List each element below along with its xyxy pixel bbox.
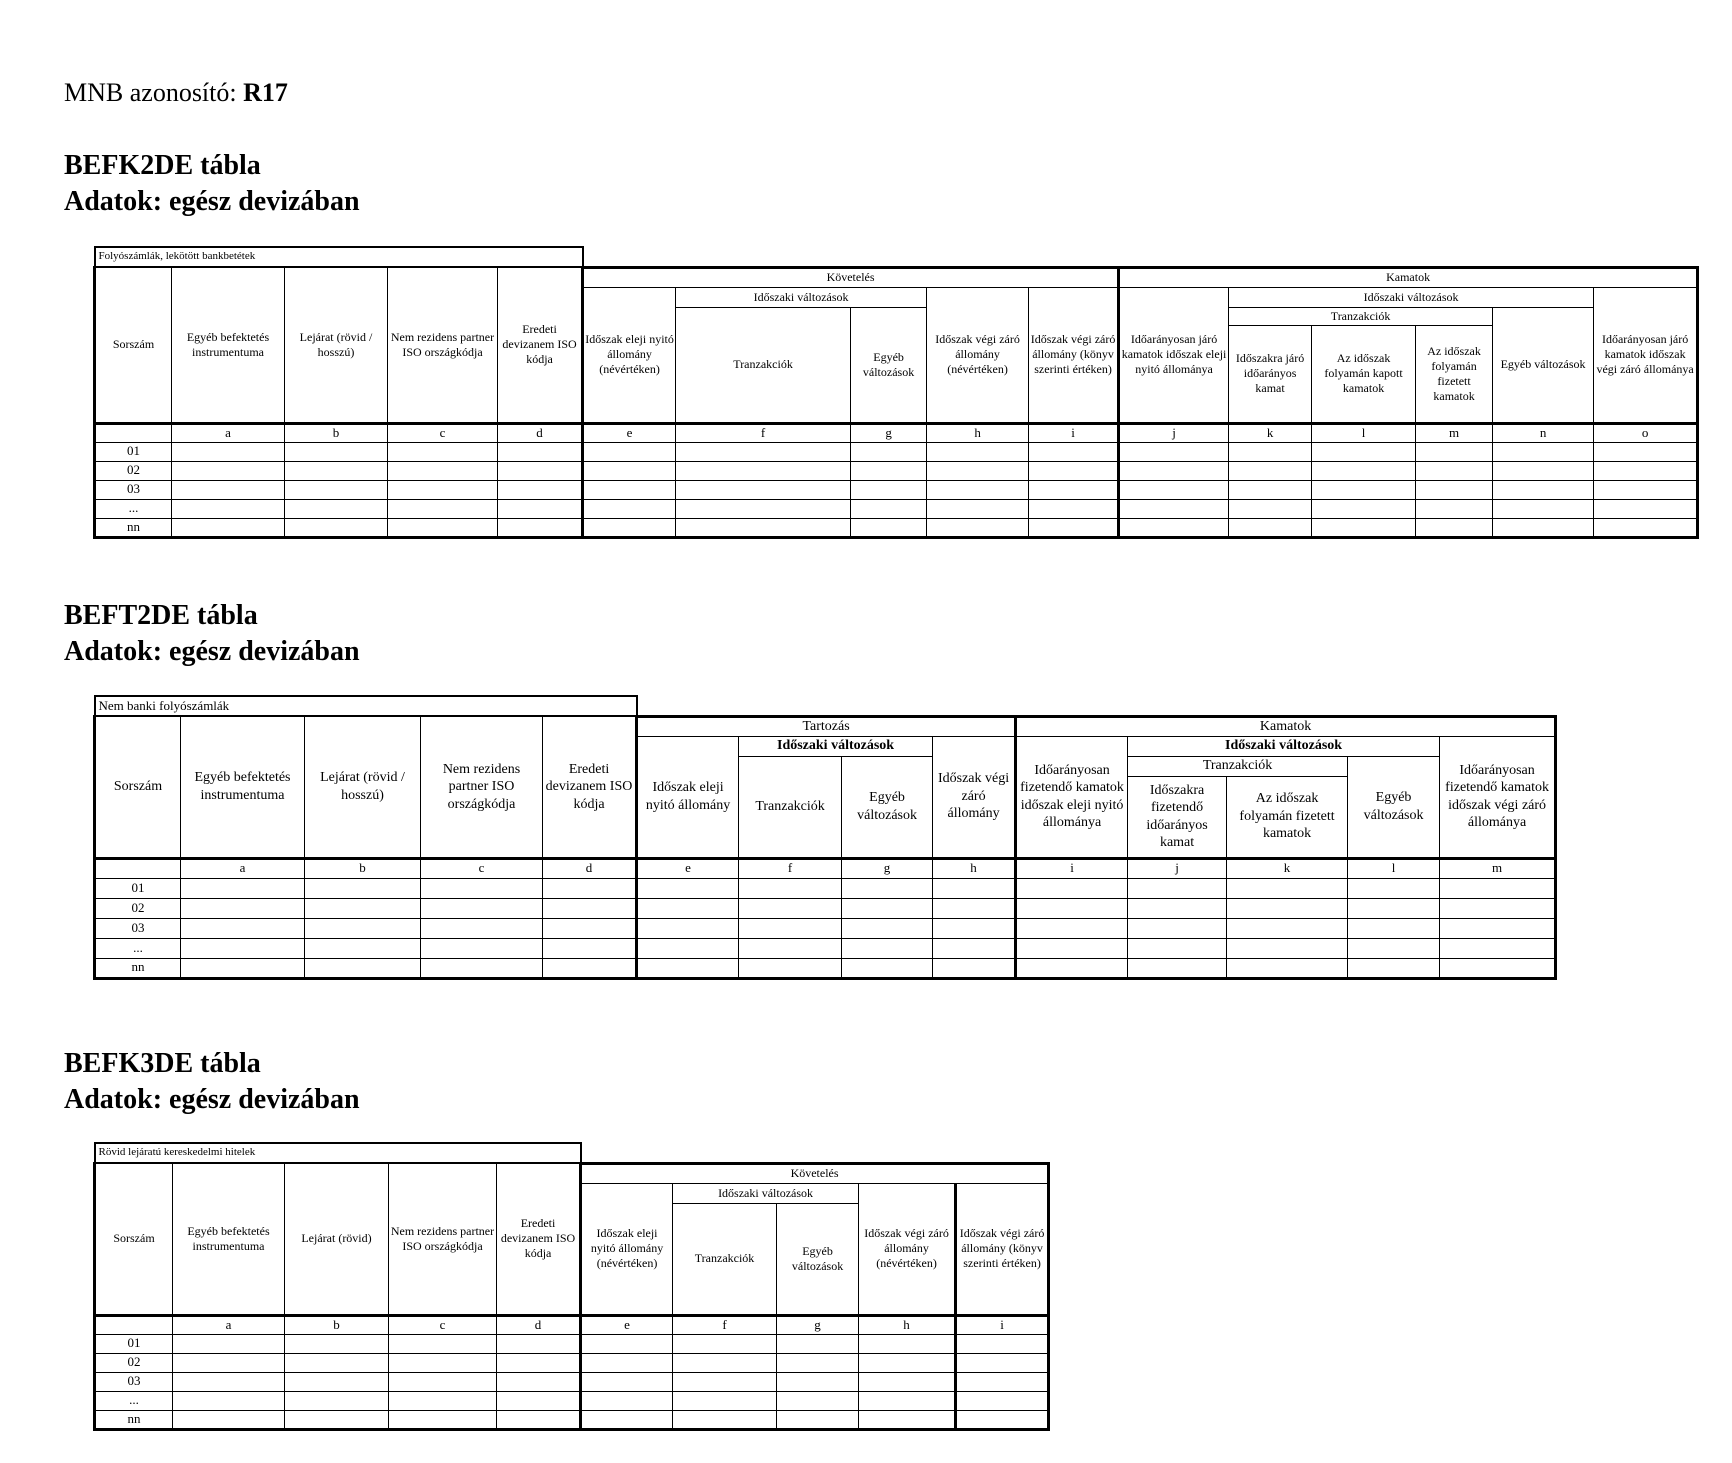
- header-g: Egyéb változások: [842, 756, 933, 858]
- row-number: ...: [95, 499, 172, 518]
- data-cell[interactable]: [1416, 461, 1493, 480]
- data-cell[interactable]: [388, 461, 498, 480]
- data-cell[interactable]: [305, 958, 421, 978]
- data-cell[interactable]: [421, 898, 543, 918]
- data-cell[interactable]: [673, 1391, 777, 1410]
- data-cell[interactable]: [1493, 442, 1594, 461]
- header-i: Időszak végi záró állomány (könyv szerinti értéken): [1029, 287, 1119, 423]
- header-k: Az időszak folyamán fizetett kamatok: [1227, 776, 1348, 858]
- data-cell[interactable]: [173, 1391, 285, 1410]
- data-cell[interactable]: [676, 480, 851, 499]
- data-cell[interactable]: [1029, 499, 1119, 518]
- data-cell[interactable]: [1229, 480, 1312, 499]
- data-cell[interactable]: [1227, 938, 1348, 958]
- data-cell[interactable]: [172, 480, 285, 499]
- header-h: Időszak végi záró állomány (névértéken): [927, 287, 1029, 423]
- data-cell[interactable]: [859, 1334, 956, 1353]
- subgroup-idoszaki-kamat: Időszaki változások: [1229, 287, 1594, 307]
- data-cell[interactable]: [1440, 958, 1556, 978]
- mnb-identifier: [64, 78, 288, 108]
- data-cell[interactable]: [389, 1353, 497, 1372]
- data-cell[interactable]: [933, 938, 1016, 958]
- data-cell[interactable]: [498, 442, 583, 461]
- header-d: Eredeti devizanem ISO kódja: [543, 716, 637, 858]
- row-number: ...: [95, 1391, 173, 1410]
- header-sorszam: Sorszám: [95, 1163, 173, 1315]
- header-e: Időszak eleji nyitó állomány (névértéken): [581, 1183, 673, 1315]
- row-number: 02: [95, 1353, 173, 1372]
- table-row: [95, 898, 1556, 918]
- data-cell[interactable]: [1493, 518, 1594, 537]
- table-title: BEFK2DE tábla: [64, 150, 261, 181]
- data-cell[interactable]: [777, 1391, 859, 1410]
- data-cell[interactable]: [956, 1353, 1049, 1372]
- table-title: BEFT2DE tábla: [64, 600, 258, 631]
- table-row: [95, 918, 1556, 938]
- data-cell[interactable]: [1229, 499, 1312, 518]
- data-cell[interactable]: [676, 518, 851, 537]
- table-row: [95, 442, 1698, 461]
- data-cell[interactable]: [927, 499, 1029, 518]
- data-cell[interactable]: [956, 1334, 1049, 1353]
- data-cell[interactable]: [851, 480, 927, 499]
- header-f: Tranzakciók: [676, 307, 851, 423]
- data-cell[interactable]: [1348, 938, 1440, 958]
- group-tartozas: Tartozás: [637, 716, 1016, 736]
- data-cell[interactable]: [842, 918, 933, 938]
- header-f: Tranzakciók: [673, 1203, 777, 1315]
- data-cell[interactable]: [1016, 938, 1128, 958]
- data-cell[interactable]: [388, 480, 498, 499]
- header-k: Időszakra járó időarányos kamat: [1229, 325, 1312, 423]
- data-cell[interactable]: [421, 938, 543, 958]
- befk3de-table: [93, 1142, 1050, 1431]
- data-cell[interactable]: [285, 461, 388, 480]
- data-cell[interactable]: [1312, 499, 1416, 518]
- data-cell[interactable]: [851, 461, 927, 480]
- data-cell[interactable]: [777, 1353, 859, 1372]
- data-cell[interactable]: [1029, 518, 1119, 537]
- data-cell[interactable]: [583, 499, 676, 518]
- header-j: Időszakra fizetendő időarányos kamat: [1128, 776, 1227, 858]
- data-cell[interactable]: [1440, 938, 1556, 958]
- data-cell[interactable]: [581, 1391, 673, 1410]
- data-cell[interactable]: [1029, 442, 1119, 461]
- data-cell[interactable]: [1119, 480, 1229, 499]
- header-h: Időszak végi záró állomány (névértéken): [859, 1183, 956, 1315]
- data-cell[interactable]: [497, 1391, 581, 1410]
- data-cell[interactable]: [851, 442, 927, 461]
- data-cell[interactable]: [1594, 518, 1698, 537]
- data-cell[interactable]: [305, 878, 421, 898]
- header-l: Egyéb változások: [1348, 756, 1440, 858]
- data-cell[interactable]: [172, 499, 285, 518]
- data-cell[interactable]: [1348, 958, 1440, 978]
- data-cell[interactable]: [389, 1334, 497, 1353]
- data-cell[interactable]: [676, 442, 851, 461]
- data-cell[interactable]: [1416, 480, 1493, 499]
- data-cell[interactable]: [285, 442, 388, 461]
- data-cell[interactable]: [543, 878, 637, 898]
- data-cell[interactable]: [933, 898, 1016, 918]
- header-sorszam: Sorszám: [95, 716, 181, 858]
- data-cell[interactable]: [927, 442, 1029, 461]
- data-cell[interactable]: [673, 1372, 777, 1391]
- data-cell[interactable]: [1312, 518, 1416, 537]
- row-number: 01: [95, 442, 172, 461]
- data-cell[interactable]: [1594, 499, 1698, 518]
- data-cell[interactable]: [1227, 918, 1348, 938]
- data-cell[interactable]: [1128, 878, 1227, 898]
- data-cell[interactable]: [1016, 958, 1128, 978]
- table-row: [95, 1410, 1049, 1429]
- data-cell[interactable]: [285, 499, 388, 518]
- data-cell[interactable]: [777, 1372, 859, 1391]
- mnb-label: MNB azonosító:: [64, 78, 237, 107]
- group-kovetes: Követelés: [583, 267, 1119, 287]
- data-cell[interactable]: [498, 499, 583, 518]
- data-cell[interactable]: [305, 918, 421, 938]
- data-cell[interactable]: [1416, 499, 1493, 518]
- header-a: Egyéb befektetés instrumentuma: [173, 1163, 285, 1315]
- data-cell[interactable]: [285, 1353, 389, 1372]
- data-cell[interactable]: [927, 518, 1029, 537]
- data-cell[interactable]: [859, 1410, 956, 1429]
- header-i: Időarányosan fizetendő kamatok időszak eleji nyitó állománya: [1016, 736, 1128, 858]
- row-number: nn: [95, 1410, 173, 1429]
- header-o: Időarányosan járó kamatok időszak végi záró állománya: [1594, 287, 1698, 423]
- table-row: [95, 518, 1698, 537]
- table-row: [95, 938, 1556, 958]
- data-cell[interactable]: [676, 461, 851, 480]
- data-cell[interactable]: [933, 958, 1016, 978]
- header-n: Egyéb változások: [1493, 307, 1594, 423]
- header-i: Időszak végi záró állomány (könyv szerinti értéken): [956, 1183, 1049, 1315]
- row-number: nn: [95, 958, 181, 978]
- header-b: Lejárat (rövid / hosszú): [305, 716, 421, 858]
- data-cell[interactable]: [543, 918, 637, 938]
- data-cell[interactable]: [1440, 878, 1556, 898]
- data-cell[interactable]: [637, 918, 739, 938]
- table-row: [95, 1391, 1049, 1410]
- letters-row: a b c d e f g h i j k l m: [95, 858, 1556, 878]
- subgroup-idoszaki: Időszaki változások: [739, 736, 933, 756]
- group-kamatok: Kamatok: [1016, 716, 1556, 736]
- data-cell[interactable]: [673, 1334, 777, 1353]
- table-row: [95, 958, 1556, 978]
- data-cell[interactable]: [637, 958, 739, 978]
- data-cell[interactable]: [842, 958, 933, 978]
- data-cell[interactable]: [1594, 442, 1698, 461]
- data-cell[interactable]: [388, 518, 498, 537]
- table-subtitle: Adatok: egész devizában: [64, 636, 360, 667]
- header-g: Egyéb változások: [777, 1203, 859, 1315]
- data-cell[interactable]: [1440, 918, 1556, 938]
- data-cell[interactable]: [389, 1372, 497, 1391]
- data-cell[interactable]: [676, 499, 851, 518]
- data-cell[interactable]: [842, 878, 933, 898]
- data-cell[interactable]: [927, 461, 1029, 480]
- row-number: 03: [95, 1372, 173, 1391]
- header-m: Az időszak folyamán fizetett kamatok: [1416, 325, 1493, 423]
- data-cell[interactable]: [1128, 918, 1227, 938]
- data-cell[interactable]: [497, 1372, 581, 1391]
- data-cell[interactable]: [581, 1372, 673, 1391]
- data-cell[interactable]: [1493, 499, 1594, 518]
- data-cell[interactable]: [1348, 918, 1440, 938]
- header-a: Egyéb befektetés instrumentuma: [181, 716, 305, 858]
- row-number: 03: [95, 918, 181, 938]
- data-cell[interactable]: [543, 898, 637, 918]
- data-cell[interactable]: [388, 442, 498, 461]
- data-cell[interactable]: [933, 878, 1016, 898]
- row-number: 02: [95, 461, 172, 480]
- data-cell[interactable]: [1016, 918, 1128, 938]
- table-subtitle: Adatok: egész devizában: [64, 186, 360, 217]
- data-cell[interactable]: [956, 1391, 1049, 1410]
- table-row: [95, 461, 1698, 480]
- data-cell[interactable]: [927, 480, 1029, 499]
- beft2de-table: [93, 695, 1557, 980]
- data-cell[interactable]: [1312, 480, 1416, 499]
- data-cell[interactable]: [673, 1410, 777, 1429]
- data-cell[interactable]: [956, 1372, 1049, 1391]
- subgroup-tranzakciok: Tranzakciók: [1229, 307, 1493, 325]
- data-cell[interactable]: [1229, 518, 1312, 537]
- data-cell[interactable]: [1348, 898, 1440, 918]
- data-cell[interactable]: [1229, 461, 1312, 480]
- data-cell[interactable]: [842, 898, 933, 918]
- header-m: Időarányosan fizetendő kamatok időszak végi záró állománya: [1440, 736, 1556, 858]
- data-cell[interactable]: [1416, 518, 1493, 537]
- data-cell[interactable]: [1312, 461, 1416, 480]
- data-cell[interactable]: [172, 518, 285, 537]
- table-caption: Nem banki folyószámlák: [95, 696, 637, 716]
- data-cell[interactable]: [1016, 898, 1128, 918]
- header-c: Nem rezidens partner ISO országkódja: [421, 716, 543, 858]
- data-cell[interactable]: [859, 1372, 956, 1391]
- data-cell[interactable]: [1029, 480, 1119, 499]
- header-b: Lejárat (rövid): [285, 1163, 389, 1315]
- data-cell[interactable]: [173, 1353, 285, 1372]
- data-cell[interactable]: [1128, 898, 1227, 918]
- data-cell[interactable]: [497, 1353, 581, 1372]
- data-cell[interactable]: [497, 1334, 581, 1353]
- row-number: 02: [95, 898, 181, 918]
- header-e: Időszak eleji nyitó állomány (névértéken): [583, 287, 676, 423]
- data-cell[interactable]: [173, 1334, 285, 1353]
- data-cell[interactable]: [181, 938, 305, 958]
- data-cell[interactable]: [583, 480, 676, 499]
- letters-row: a b c d e f g h i j k l m n o: [95, 423, 1698, 442]
- row-number: 03: [95, 480, 172, 499]
- data-cell[interactable]: [583, 518, 676, 537]
- header-b: Lejárat (rövid / hosszú): [285, 267, 388, 423]
- data-cell[interactable]: [498, 518, 583, 537]
- data-cell[interactable]: [1128, 938, 1227, 958]
- data-cell[interactable]: [285, 1334, 389, 1353]
- data-cell[interactable]: [1227, 878, 1348, 898]
- header-d: Eredeti devizanem ISO kódja: [497, 1163, 581, 1315]
- group-kamatok: Kamatok: [1119, 267, 1698, 287]
- subgroup-idoszaki-kamat: Időszaki változások: [1128, 736, 1440, 756]
- subgroup-idoszaki: Időszaki változások: [676, 287, 927, 307]
- data-cell[interactable]: [543, 938, 637, 958]
- data-cell[interactable]: [543, 958, 637, 978]
- data-cell[interactable]: [1119, 499, 1229, 518]
- data-cell[interactable]: [739, 938, 842, 958]
- table-caption: Folyószámlák, lekötött bankbetétek: [95, 247, 583, 267]
- header-l: Az időszak folyamán kapott kamatok: [1312, 325, 1416, 423]
- data-cell[interactable]: [637, 938, 739, 958]
- data-cell[interactable]: [1119, 518, 1229, 537]
- table-row: [95, 1372, 1049, 1391]
- data-cell[interactable]: [1348, 878, 1440, 898]
- header-e: Időszak eleji nyitó állomány: [637, 736, 739, 858]
- data-cell[interactable]: [285, 1391, 389, 1410]
- data-cell[interactable]: [173, 1410, 285, 1429]
- data-cell[interactable]: [583, 442, 676, 461]
- header-h: Időszak végi záró állomány: [933, 736, 1016, 858]
- data-cell[interactable]: [181, 918, 305, 938]
- data-cell[interactable]: [389, 1410, 497, 1429]
- table-row: [95, 480, 1698, 499]
- data-cell[interactable]: [181, 958, 305, 978]
- letters-row: a b c d e f g h i: [95, 1315, 1049, 1334]
- data-cell[interactable]: [637, 878, 739, 898]
- data-cell[interactable]: [956, 1410, 1049, 1429]
- data-cell[interactable]: [1416, 442, 1493, 461]
- data-cell[interactable]: [581, 1334, 673, 1353]
- data-cell[interactable]: [181, 878, 305, 898]
- data-cell[interactable]: [1594, 480, 1698, 499]
- data-cell[interactable]: [739, 918, 842, 938]
- table-subtitle: Adatok: egész devizában: [64, 1084, 360, 1115]
- data-cell[interactable]: [842, 938, 933, 958]
- data-cell[interactable]: [1119, 442, 1229, 461]
- data-cell[interactable]: [673, 1353, 777, 1372]
- data-cell[interactable]: [305, 898, 421, 918]
- data-cell[interactable]: [859, 1391, 956, 1410]
- subgroup-idoszaki: Időszaki változások: [673, 1183, 859, 1203]
- data-cell[interactable]: [739, 898, 842, 918]
- data-cell[interactable]: [581, 1410, 673, 1429]
- data-cell[interactable]: [1128, 958, 1227, 978]
- table-title: BEFK3DE tábla: [64, 1048, 261, 1079]
- data-cell[interactable]: [305, 938, 421, 958]
- table-row: [95, 878, 1556, 898]
- group-kovetes: Követelés: [581, 1163, 1049, 1183]
- data-cell[interactable]: [739, 878, 842, 898]
- data-cell[interactable]: [851, 518, 927, 537]
- data-cell[interactable]: [1493, 461, 1594, 480]
- subgroup-tranzakciok: Tranzakciók: [1128, 756, 1348, 776]
- data-cell[interactable]: [285, 518, 388, 537]
- header-sorszam: Sorszám: [95, 267, 172, 423]
- befk2de-table: [93, 246, 1699, 539]
- data-cell[interactable]: [498, 461, 583, 480]
- data-cell[interactable]: [1227, 958, 1348, 978]
- data-cell[interactable]: [1493, 480, 1594, 499]
- row-number: 01: [95, 878, 181, 898]
- data-cell[interactable]: [172, 442, 285, 461]
- data-cell[interactable]: [859, 1353, 956, 1372]
- header-g: Egyéb változások: [851, 307, 927, 423]
- mnb-id: R17: [243, 78, 288, 107]
- data-cell[interactable]: [1016, 878, 1128, 898]
- data-cell[interactable]: [388, 499, 498, 518]
- data-cell[interactable]: [851, 499, 927, 518]
- row-number: nn: [95, 518, 172, 537]
- data-cell[interactable]: [173, 1372, 285, 1391]
- data-cell[interactable]: [1594, 461, 1698, 480]
- header-f: Tranzakciók: [739, 756, 842, 858]
- data-cell[interactable]: [1229, 442, 1312, 461]
- data-cell[interactable]: [421, 958, 543, 978]
- data-cell[interactable]: [1227, 898, 1348, 918]
- data-cell[interactable]: [181, 898, 305, 918]
- data-cell[interactable]: [1440, 898, 1556, 918]
- row-number: ...: [95, 938, 181, 958]
- data-cell[interactable]: [285, 1410, 389, 1429]
- data-cell[interactable]: [1029, 461, 1119, 480]
- header-a: Egyéb befektetés instrumentuma: [172, 267, 285, 423]
- data-cell[interactable]: [285, 480, 388, 499]
- data-cell[interactable]: [285, 1372, 389, 1391]
- data-cell[interactable]: [777, 1334, 859, 1353]
- data-cell[interactable]: [1119, 461, 1229, 480]
- table-row: [95, 1353, 1049, 1372]
- header-j: Időarányosan járó kamatok időszak eleji nyitó állománya: [1119, 287, 1229, 423]
- data-cell[interactable]: [389, 1391, 497, 1410]
- data-cell[interactable]: [777, 1410, 859, 1429]
- data-cell[interactable]: [498, 480, 583, 499]
- header-c: Nem rezidens partner ISO országkódja: [388, 267, 498, 423]
- data-cell[interactable]: [583, 461, 676, 480]
- data-cell[interactable]: [421, 918, 543, 938]
- data-cell[interactable]: [637, 898, 739, 918]
- table-row: [95, 1334, 1049, 1353]
- data-cell[interactable]: [739, 958, 842, 978]
- data-cell[interactable]: [172, 461, 285, 480]
- header-c: Nem rezidens partner ISO országkódja: [389, 1163, 497, 1315]
- header-d: Eredeti devizanem ISO kódja: [498, 267, 583, 423]
- table-caption: Rövid lejáratú kereskedelmi hitelek: [95, 1143, 581, 1163]
- data-cell[interactable]: [497, 1410, 581, 1429]
- row-number: 01: [95, 1334, 173, 1353]
- data-cell[interactable]: [933, 918, 1016, 938]
- data-cell[interactable]: [421, 878, 543, 898]
- table-row: [95, 499, 1698, 518]
- data-cell[interactable]: [581, 1353, 673, 1372]
- data-cell[interactable]: [1312, 442, 1416, 461]
